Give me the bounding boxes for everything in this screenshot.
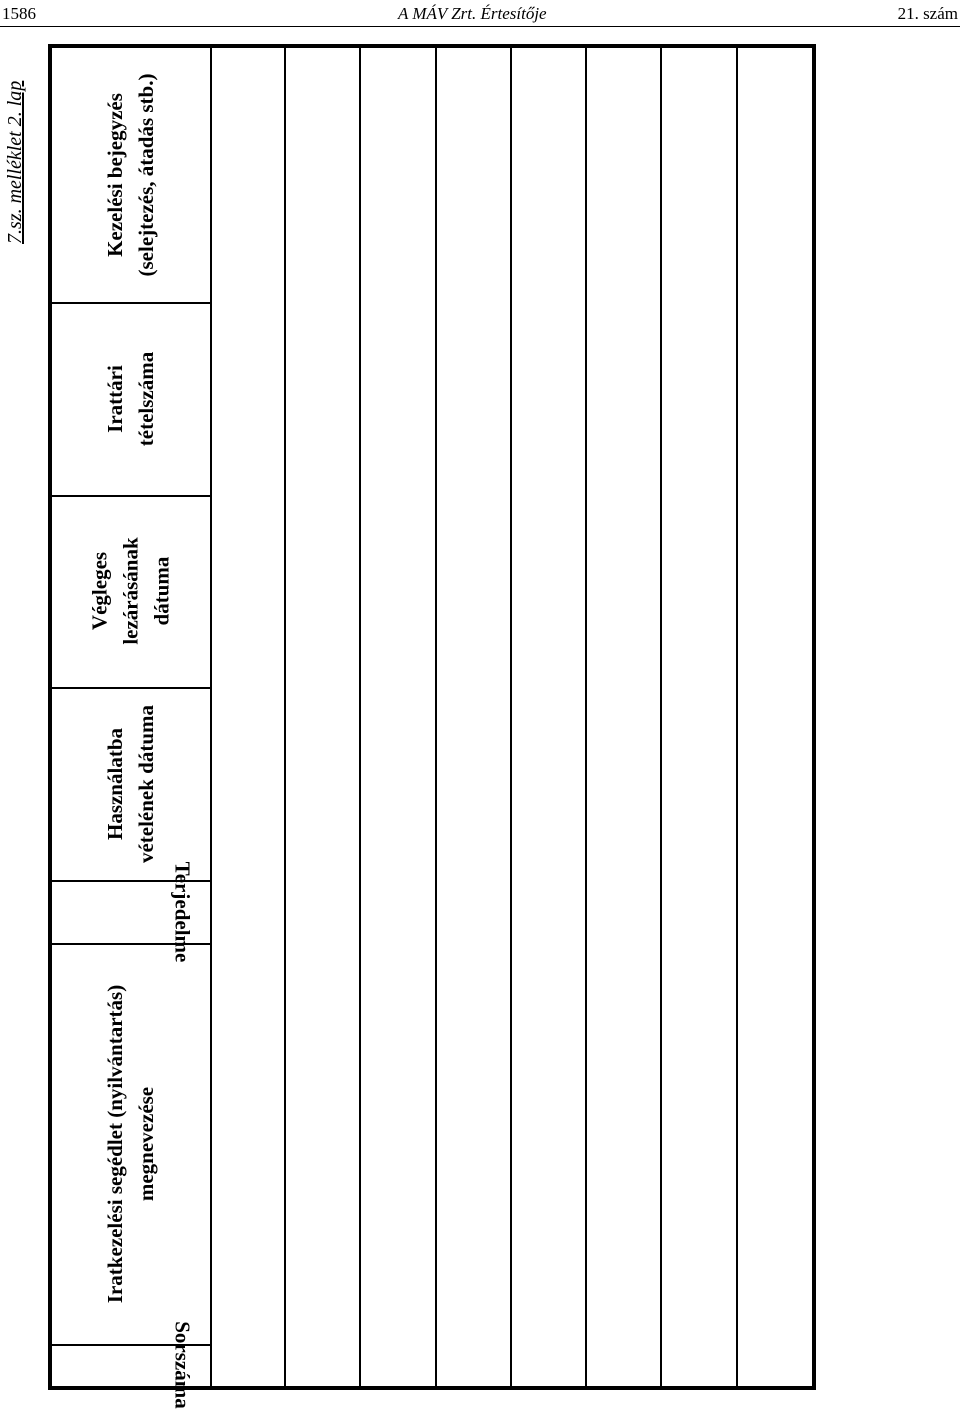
column-label: Használatba vételének dátuma	[103, 704, 158, 863]
column-label: Sorszáma	[170, 1321, 195, 1409]
header-rule	[0, 26, 960, 27]
page-number: 1586	[2, 4, 36, 23]
column-header-megnevezese	[52, 943, 210, 1344]
table-row[interactable]	[437, 48, 510, 1386]
column-header-sorszama	[52, 1321, 210, 1409]
table-row[interactable]	[738, 48, 812, 1386]
annex-label: 7.sz. melléklet 2. lap	[4, 80, 26, 244]
column-header-tetelszam	[52, 302, 210, 495]
issue-number: 21. szám	[897, 4, 958, 23]
table-row[interactable]	[212, 48, 284, 1386]
column-label: Iratkezelési segédlet (nyilvántartás) megnevezése	[103, 984, 158, 1303]
journal-title: A MÁV Zrt. Értesítője	[398, 4, 547, 23]
column-label: Végleges lezárásának dátuma	[87, 537, 174, 645]
table-row[interactable]	[587, 48, 660, 1386]
table-row[interactable]	[512, 48, 585, 1386]
page-header	[0, 0, 960, 28]
table-row[interactable]	[361, 48, 435, 1386]
table-row[interactable]	[662, 48, 736, 1386]
column-label: Kezelési bejegyzés (selejtezés, átadás stb.)	[103, 73, 158, 277]
table-row[interactable]	[286, 48, 359, 1386]
column-label: Irattári tételszáma	[103, 351, 158, 446]
column-header-hasznalatba	[52, 687, 210, 880]
column-header-terjedelme	[52, 861, 210, 962]
column-label: Terjedelme	[170, 861, 195, 962]
register-table	[48, 44, 816, 1409]
column-header-kezelesi	[52, 48, 210, 302]
column-header-lezaras	[52, 495, 210, 687]
